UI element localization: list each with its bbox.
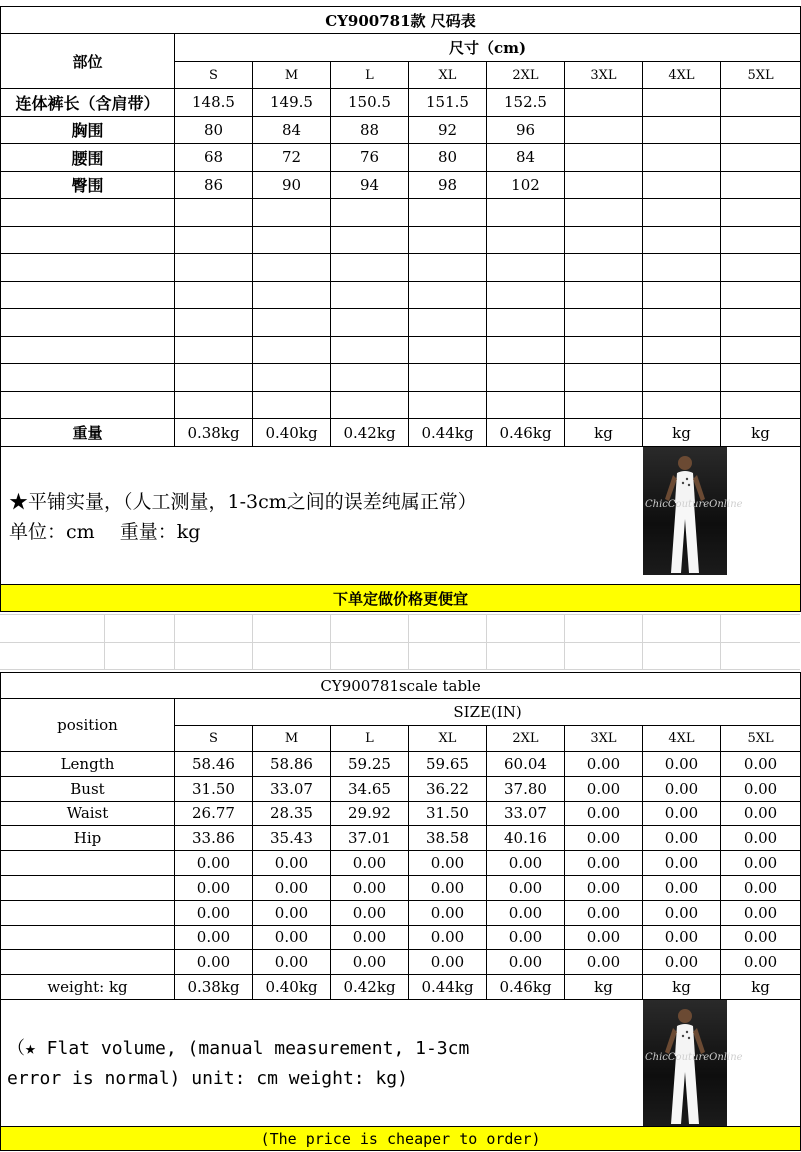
cn-cell <box>721 89 801 117</box>
table-row <box>1 281 801 309</box>
en-cell: 0.00 <box>643 826 721 851</box>
cn-cell <box>721 364 801 392</box>
en-cell: 35.43 <box>253 826 331 851</box>
product-photo-2 <box>643 1000 743 1126</box>
cn-cell <box>175 254 253 282</box>
en-cell: 60.04 <box>487 752 565 777</box>
en-cell: 0.00 <box>643 801 721 826</box>
cn-cell: 102 <box>487 171 565 199</box>
table-row <box>1 171 801 199</box>
cn-row-label <box>1 199 175 227</box>
product-photo <box>643 447 743 575</box>
cn-note-line-2: 单位：cm 重量：kg <box>9 521 201 543</box>
en-order-banner: (The price is cheaper to order) <box>1 1127 801 1151</box>
en-cell: 0.00 <box>409 950 487 975</box>
cn-size-chart <box>0 6 800 612</box>
cn-row-label <box>1 364 175 392</box>
cn-cell <box>643 116 721 144</box>
table-row <box>1 801 801 826</box>
cn-cell <box>175 226 253 254</box>
cn-cell <box>175 199 253 227</box>
en-size-label-5xl: 5XL <box>721 726 801 752</box>
cn-cell: 84 <box>487 144 565 172</box>
cn-cell <box>253 226 331 254</box>
cn-cell: 88 <box>331 116 409 144</box>
en-cell: 0.00 <box>331 875 409 900</box>
cn-cell: 76 <box>331 144 409 172</box>
cn-cell: 84 <box>253 116 331 144</box>
en-note-cell <box>1 1000 801 1127</box>
en-cell: 0.00 <box>331 851 409 876</box>
table-row <box>1 851 801 876</box>
en-cell: 0.00 <box>409 900 487 925</box>
cn-cell <box>487 226 565 254</box>
en-row-label: Hip <box>1 826 175 851</box>
cn-cell: 149.5 <box>253 89 331 117</box>
cn-size-label-m: M <box>253 62 331 89</box>
cn-cell <box>253 281 331 309</box>
en-size-label-3xl: 3XL <box>565 726 643 752</box>
en-weight-cell: 0.40kg <box>253 975 331 1000</box>
cn-cell <box>721 309 801 337</box>
table-row <box>1 925 801 950</box>
cn-cell <box>175 281 253 309</box>
en-cell: 0.00 <box>643 851 721 876</box>
table-row <box>1 826 801 851</box>
en-row-label: Length <box>1 752 175 777</box>
cn-cell <box>409 281 487 309</box>
cn-cell: 150.5 <box>331 89 409 117</box>
en-cell: 0.00 <box>487 900 565 925</box>
en-cell: 0.00 <box>721 851 801 876</box>
en-row-label <box>1 900 175 925</box>
en-row-label <box>1 875 175 900</box>
cn-cell <box>331 336 409 364</box>
en-row-label <box>1 925 175 950</box>
cn-cell: 68 <box>175 144 253 172</box>
en-cell: 38.58 <box>409 826 487 851</box>
en-cell: 33.07 <box>253 776 331 801</box>
cn-weight-cell: 0.46kg <box>487 419 565 447</box>
table-row <box>1 254 801 282</box>
cn-cell <box>565 226 643 254</box>
en-row-label <box>1 950 175 975</box>
en-cell: 0.00 <box>409 925 487 950</box>
cn-cell <box>643 364 721 392</box>
en-cell: 0.00 <box>721 776 801 801</box>
en-cell: 0.00 <box>643 875 721 900</box>
en-row-label: Waist <box>1 801 175 826</box>
en-cell: 0.00 <box>487 950 565 975</box>
model-figure <box>643 447 743 575</box>
cn-cell: 151.5 <box>409 89 487 117</box>
en-cell: 0.00 <box>721 875 801 900</box>
cn-cell <box>253 199 331 227</box>
en-cell: 0.00 <box>565 801 643 826</box>
cn-row-label: 腰围 <box>1 144 175 172</box>
table-row <box>1 199 801 227</box>
cn-cell <box>409 254 487 282</box>
cn-cell: 92 <box>409 116 487 144</box>
table-row <box>1 776 801 801</box>
photo-watermark: ChicCoutureOnline <box>645 499 743 510</box>
table-row <box>1 752 801 777</box>
cn-cell <box>409 226 487 254</box>
en-cell: 0.00 <box>565 900 643 925</box>
cn-cell <box>331 309 409 337</box>
cn-cell <box>253 364 331 392</box>
cn-cell <box>331 226 409 254</box>
en-cell: 0.00 <box>175 875 253 900</box>
en-cell: 59.65 <box>409 752 487 777</box>
cn-cell <box>487 281 565 309</box>
en-cell: 0.00 <box>331 900 409 925</box>
cn-weight-cell: kg <box>721 419 801 447</box>
cn-cell <box>721 171 801 199</box>
cn-cell <box>565 89 643 117</box>
cn-size-label-2xl: 2XL <box>487 62 565 89</box>
en-part-header: position <box>1 699 175 752</box>
cn-row-label <box>1 254 175 282</box>
en-weight-cell: 0.42kg <box>331 975 409 1000</box>
en-cell: 36.22 <box>409 776 487 801</box>
cn-cell <box>643 226 721 254</box>
cn-cell <box>175 391 253 419</box>
en-cell: 0.00 <box>409 875 487 900</box>
table-row <box>1 226 801 254</box>
en-note-line-1: （★ Flat volume, (manual measurement, 1-3cm <box>7 1038 470 1060</box>
cn-weight-cell: 0.40kg <box>253 419 331 447</box>
en-weight-row <box>1 975 801 1000</box>
en-cell: 33.07 <box>487 801 565 826</box>
en-cell: 0.00 <box>253 925 331 950</box>
cn-cell <box>253 336 331 364</box>
cn-cell <box>643 336 721 364</box>
photo-watermark-2: ChicCoutureOnline <box>645 1052 743 1064</box>
cn-cell <box>175 336 253 364</box>
cn-cell <box>721 199 801 227</box>
cn-cell: 98 <box>409 171 487 199</box>
cn-cell <box>721 336 801 364</box>
cn-part-header: 部位 <box>1 34 175 89</box>
cn-cell <box>565 199 643 227</box>
cn-row-label <box>1 281 175 309</box>
en-row-label <box>1 851 175 876</box>
en-cell: 0.00 <box>565 851 643 876</box>
en-size-label-s: S <box>175 726 253 752</box>
en-cell: 58.86 <box>253 752 331 777</box>
cn-cell <box>409 364 487 392</box>
cn-cell <box>643 391 721 419</box>
cn-cell <box>331 281 409 309</box>
cn-cell <box>409 309 487 337</box>
en-cell: 0.00 <box>175 900 253 925</box>
cn-cell: 96 <box>487 116 565 144</box>
cn-weight-cell: kg <box>565 419 643 447</box>
cn-weight-row <box>1 419 801 447</box>
en-cell: 0.00 <box>487 875 565 900</box>
cn-cell <box>721 281 801 309</box>
cn-cell <box>253 254 331 282</box>
table-row <box>1 391 801 419</box>
cn-cell <box>565 364 643 392</box>
en-cell: 0.00 <box>565 950 643 975</box>
en-weight-cell: 0.44kg <box>409 975 487 1000</box>
en-cell: 0.00 <box>643 900 721 925</box>
cn-size-label-3xl: 3XL <box>565 62 643 89</box>
cn-size-label-4xl: 4XL <box>643 62 721 89</box>
en-weight-cell: 0.38kg <box>175 975 253 1000</box>
en-size-label-2xl: 2XL <box>487 726 565 752</box>
en-row-label: Bust <box>1 776 175 801</box>
cn-row-label <box>1 336 175 364</box>
en-cell: 31.50 <box>409 801 487 826</box>
cn-cell <box>487 336 565 364</box>
cn-weight-cell: 0.42kg <box>331 419 409 447</box>
cn-cell <box>721 254 801 282</box>
en-cell: 58.46 <box>175 752 253 777</box>
en-cell: 31.50 <box>175 776 253 801</box>
cn-cell: 86 <box>175 171 253 199</box>
en-cell: 0.00 <box>721 801 801 826</box>
en-cell: 0.00 <box>565 752 643 777</box>
en-cell: 0.00 <box>409 851 487 876</box>
en-cell: 0.00 <box>565 826 643 851</box>
cn-row-label: 胸围 <box>1 116 175 144</box>
cn-cell <box>565 281 643 309</box>
en-note-line-2: error is normal) unit: cm weight: kg) <box>7 1068 408 1090</box>
en-cell: 0.00 <box>331 950 409 975</box>
en-cell: 0.00 <box>643 752 721 777</box>
en-cell: 0.00 <box>643 776 721 801</box>
cn-row-label: 臀围 <box>1 171 175 199</box>
en-size-label-4xl: 4XL <box>643 726 721 752</box>
cn-note-line-1: ★平铺实量，（人工测量，1-3cm之间的误差纯属正常） <box>9 491 477 513</box>
model-figure-2 <box>643 1000 743 1126</box>
en-size-label-m: M <box>253 726 331 752</box>
cn-cell <box>487 199 565 227</box>
en-table-title: CY900781scale table <box>1 673 801 699</box>
cn-cell <box>721 144 801 172</box>
en-cell: 0.00 <box>253 950 331 975</box>
en-cell: 0.00 <box>721 950 801 975</box>
cn-note-cell <box>1 447 801 585</box>
cn-cell <box>565 144 643 172</box>
en-cell: 0.00 <box>331 925 409 950</box>
en-cell: 0.00 <box>643 950 721 975</box>
en-size-label-l: L <box>331 726 409 752</box>
cn-size-label-5xl: 5XL <box>721 62 801 89</box>
table-row <box>1 309 801 337</box>
en-cell: 0.00 <box>643 925 721 950</box>
en-cell: 0.00 <box>565 925 643 950</box>
en-cell: 59.25 <box>331 752 409 777</box>
table-row <box>1 336 801 364</box>
table-row <box>1 950 801 975</box>
cn-cell <box>331 364 409 392</box>
cn-cell <box>565 116 643 144</box>
cn-weight-cell: 0.38kg <box>175 419 253 447</box>
cn-cell <box>409 199 487 227</box>
cn-cell <box>643 254 721 282</box>
cn-row-label: 连体裤长（含肩带） <box>1 89 175 117</box>
cn-weight-cell: kg <box>643 419 721 447</box>
cn-cell <box>565 254 643 282</box>
en-weight-cell: 0.46kg <box>487 975 565 1000</box>
cn-cell <box>253 391 331 419</box>
en-cell: 0.00 <box>487 851 565 876</box>
cn-cell: 152.5 <box>487 89 565 117</box>
en-cell: 0.00 <box>175 950 253 975</box>
en-size-label-xl: XL <box>409 726 487 752</box>
en-cell: 26.77 <box>175 801 253 826</box>
en-weight-cell: kg <box>565 975 643 1000</box>
en-cell: 0.00 <box>487 925 565 950</box>
cn-cell <box>643 281 721 309</box>
cn-size-label-xl: XL <box>409 62 487 89</box>
cn-cell <box>643 171 721 199</box>
en-size-header: SIZE(IN) <box>175 699 801 726</box>
en-weight-label: weight: kg <box>1 975 175 1000</box>
en-cell: 37.01 <box>331 826 409 851</box>
cn-cell <box>565 391 643 419</box>
cn-row-label <box>1 309 175 337</box>
table-row <box>1 116 801 144</box>
cn-cell: 90 <box>253 171 331 199</box>
cn-weight-label: 重量 <box>1 419 175 447</box>
cn-cell <box>487 391 565 419</box>
cn-cell <box>721 391 801 419</box>
en-cell: 0.00 <box>175 851 253 876</box>
table-row <box>1 875 801 900</box>
en-cell: 0.00 <box>565 875 643 900</box>
en-cell: 0.00 <box>721 826 801 851</box>
cn-cell <box>643 89 721 117</box>
en-cell: 0.00 <box>253 900 331 925</box>
cn-row-label <box>1 226 175 254</box>
cn-row-label <box>1 391 175 419</box>
cn-order-banner: 下单定做价格更便宜 <box>1 585 801 612</box>
cn-cell <box>643 309 721 337</box>
en-cell: 29.92 <box>331 801 409 826</box>
cn-cell <box>487 254 565 282</box>
cn-cell: 80 <box>175 116 253 144</box>
cn-cell <box>565 309 643 337</box>
en-cell: 37.80 <box>487 776 565 801</box>
cn-cell <box>331 199 409 227</box>
cn-cell <box>643 199 721 227</box>
cn-size-header: 尺寸（cm) <box>175 34 801 62</box>
cn-cell: 148.5 <box>175 89 253 117</box>
cn-cell <box>487 364 565 392</box>
cn-cell <box>331 254 409 282</box>
en-cell: 0.00 <box>721 925 801 950</box>
cn-cell <box>721 226 801 254</box>
en-cell: 0.00 <box>253 875 331 900</box>
cn-cell <box>409 391 487 419</box>
en-cell: 0.00 <box>253 851 331 876</box>
table-row <box>1 89 801 117</box>
en-weight-cell: kg <box>721 975 801 1000</box>
en-cell: 28.35 <box>253 801 331 826</box>
spacer-gridlines <box>0 614 800 670</box>
en-weight-cell: kg <box>643 975 721 1000</box>
cn-cell <box>565 336 643 364</box>
cn-cell: 94 <box>331 171 409 199</box>
en-size-chart <box>0 672 800 1151</box>
en-cell: 40.16 <box>487 826 565 851</box>
cn-cell <box>331 391 409 419</box>
en-cell: 0.00 <box>721 900 801 925</box>
cn-cell <box>175 364 253 392</box>
cn-cell <box>487 309 565 337</box>
en-cell: 0.00 <box>175 925 253 950</box>
cn-cell <box>565 171 643 199</box>
cn-weight-cell: 0.44kg <box>409 419 487 447</box>
table-row <box>1 900 801 925</box>
cn-cell <box>253 309 331 337</box>
cn-cell: 80 <box>409 144 487 172</box>
cn-cell: 72 <box>253 144 331 172</box>
en-cell: 0.00 <box>565 776 643 801</box>
en-cell: 33.86 <box>175 826 253 851</box>
en-cell: 0.00 <box>721 752 801 777</box>
cn-size-table <box>0 6 801 612</box>
cn-table-title: CY900781款 尺码表 <box>1 7 801 34</box>
table-row <box>1 364 801 392</box>
cn-cell <box>721 116 801 144</box>
cn-cell <box>643 144 721 172</box>
cn-size-label-s: S <box>175 62 253 89</box>
en-size-table <box>0 672 801 1151</box>
cn-size-label-l: L <box>331 62 409 89</box>
table-row <box>1 144 801 172</box>
en-cell: 34.65 <box>331 776 409 801</box>
cn-cell <box>175 309 253 337</box>
cn-cell <box>409 336 487 364</box>
